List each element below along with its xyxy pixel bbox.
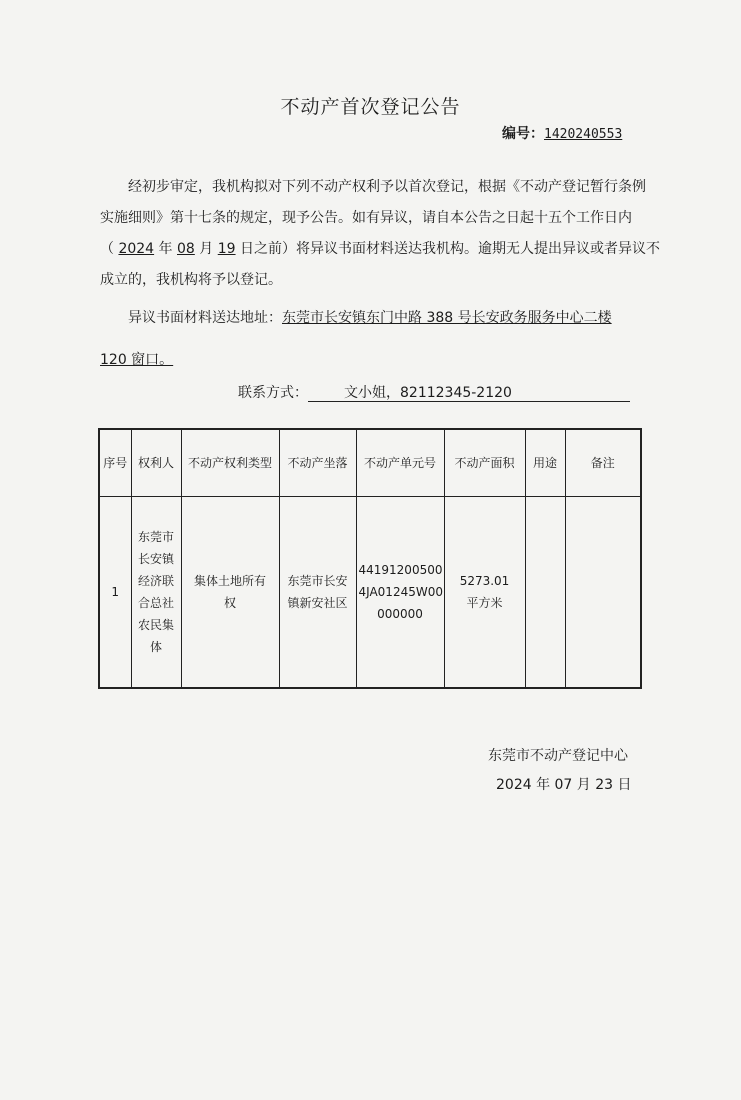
holder-line: 农民集 [137,618,174,632]
cell-usage [525,497,565,689]
body-line-4: 成立的，我机构将予以登记。 [100,272,282,288]
cell-holder [131,497,181,689]
body-line-3 [100,234,661,265]
unit-no-line: 000000 [377,607,423,621]
right-type-line: 集体土地所有 [193,574,266,588]
issuer-block [488,742,632,800]
registration-table [98,428,642,689]
document-number [502,123,638,143]
header-right-type: 不动产权利类型 [181,429,279,497]
issue-date: 2024 年 07 月 23 日 [496,777,632,793]
holder-line: 体 [149,640,162,654]
location-line: 镇新安社区 [287,596,348,610]
objection-line-1 [100,297,645,339]
cell-location [279,497,356,689]
cell-remark [565,497,641,689]
objection-address: 东莞市长安镇东门中路 388 号长安政务服务中心二楼 [282,310,612,326]
header-location: 不动产坐落 [279,429,356,497]
body-line-1: 经初步审定，我机构拟对下列不动产权利予以首次登记，根据《不动产登记暂行条例 [128,179,646,195]
holder-line: 长安镇 [137,552,174,566]
table-row [99,497,641,689]
header-area: 不动产面积 [444,429,525,497]
body-line-3-rest: 日之前）将异议书面材料送达我机构。逾期无人提出异议或者异议不 [235,241,661,257]
holder-line: 东莞市 [137,530,174,544]
issuer-org: 东莞市不动产登记中心 [488,748,628,764]
holder-line: 经济联 [137,574,174,588]
deadline-day: 19 [217,241,236,257]
document-number-value: 1420240553 [544,127,623,142]
objection-line-2 [100,339,645,381]
document-number-label: 编号： [502,126,544,142]
body-line-2: 实施细则》第十七条的规定，现予公告。如有异议，请自本公告之日起十五个工作日内 [100,210,632,226]
cell-right-type [181,497,279,689]
area-value: 5273.01 [459,574,510,588]
body-line-3-year-suffix: 年 [154,241,177,257]
header-remark: 备注 [565,429,641,497]
contact-info [238,382,630,402]
cell-index: 1 [99,497,131,689]
objection-label: 异议书面材料送达地址： [128,310,282,326]
table-header-row [99,429,641,497]
unit-no-line: 44191200500 [358,563,443,577]
deadline-year: 2024 [118,241,155,257]
area-unit: 平方米 [466,596,503,610]
cell-area [444,497,525,689]
cell-unit-no [356,497,444,689]
holder-line: 合总社 [137,596,174,610]
objection-address-cont: 120 窗口。 [100,352,174,368]
header-holder: 权利人 [131,429,181,497]
notice-title: 不动产首次登记公告 [280,96,461,118]
header-usage: 用途 [525,429,565,497]
notice-body [100,172,661,296]
location-line: 东莞市长安 [287,574,348,588]
header-unit-no: 不动产单元号 [356,429,444,497]
objection-address-block [100,297,645,381]
body-line-3-open: （ [100,241,119,257]
header-index: 序号 [99,429,131,497]
right-type-line: 权 [223,596,236,610]
contact-value: 文小姐，82112345-2120 [308,384,630,402]
deadline-month: 08 [177,241,195,257]
contact-label: 联系方式： [238,385,308,401]
unit-no-line: 4JA01245W00 [358,585,443,599]
body-line-3-month-suffix: 月 [194,241,218,257]
